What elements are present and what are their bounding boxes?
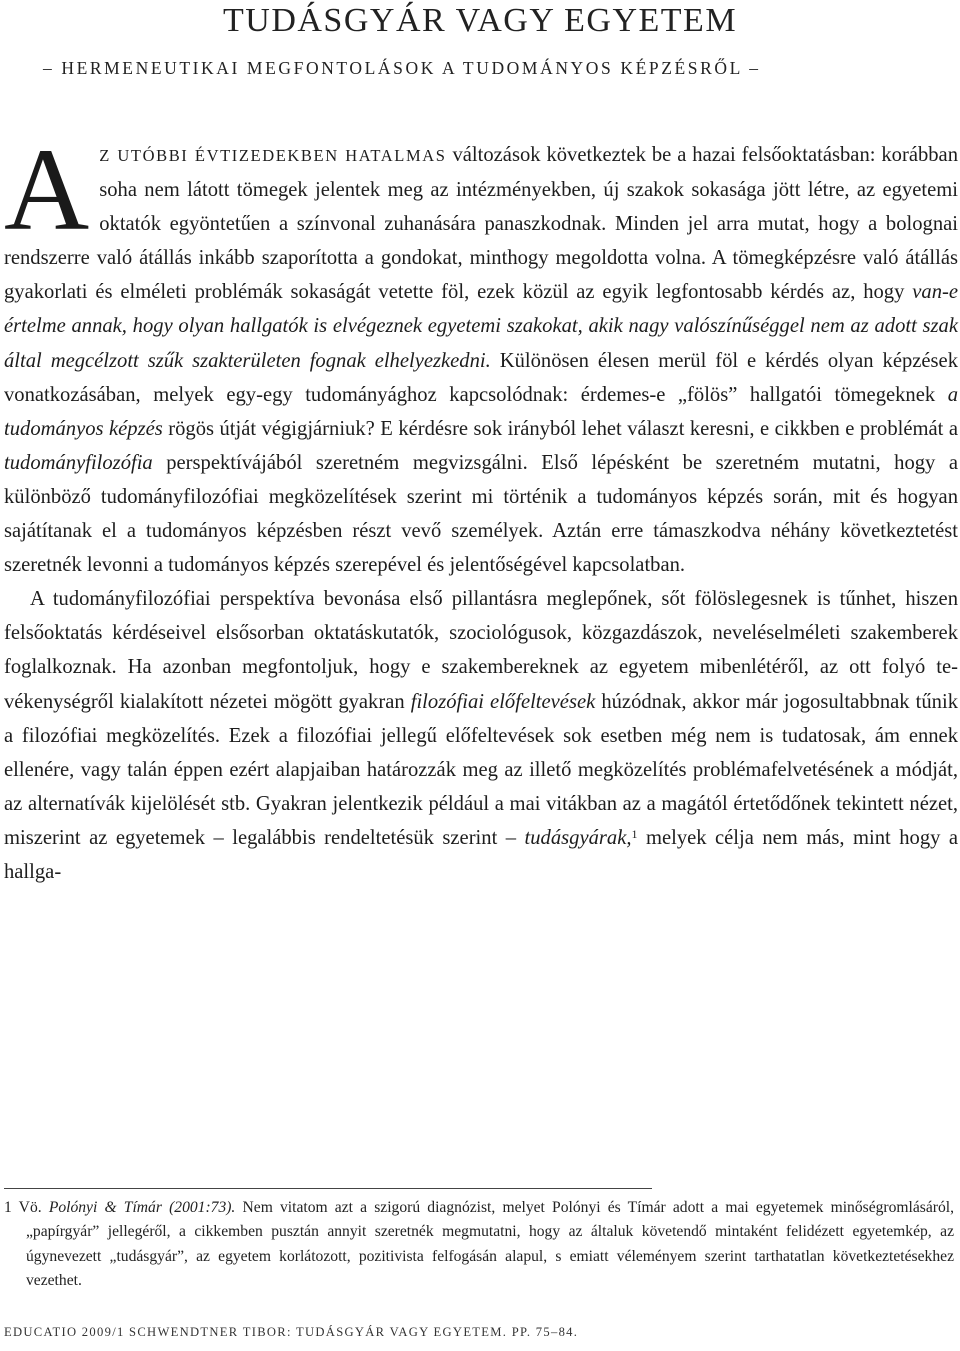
footnote-number: 1 Vö.	[4, 1199, 42, 1216]
footnote-citation: Polónyi & Tímár (2001:73).	[48, 1199, 236, 1216]
paragraph-text: rögös útját végigjárniuk? E kérdésre sok irányból lehet választ keresni, e cikkben e problémát a	[162, 417, 958, 440]
footnote-divider	[4, 1188, 652, 1189]
lead-in-smallcaps: Z UTÓBBI ÉVTIZEDEKBEN HATALMAS	[99, 146, 447, 165]
drop-cap: A	[4, 124, 90, 255]
paragraph-text: perspektívájából szeretném megvizsgálni. Első lépésként be szeretném mutatni, hogy a különböző tudományfilozófiai megközelítések szerint mi történik a tudományos képzés során, mit és hogyan sajátítanak el a tudományos képzésben részt vevő személyek. Aztán erre támaszkodva néhány következtetést szeretnék levonni a tudományos képzés szerepével és jelentőségével kapcsolatban.	[4, 451, 958, 577]
footnote	[4, 1196, 954, 1294]
footnote-1	[4, 1196, 954, 1294]
paragraph-text: Különösen élesen merül föl e kérdés olyan képzések vonatkozásában, melyek egy-egy tudományághoz kapcsolódnak: érdemes-e „fölös” hallgatói tömegeknek	[4, 349, 958, 406]
footnote-text: Nem vitatom azt a szigorú diagnózist, melyet Polónyi és Tímár adott a mai egyetemek minőségromlásáról, „papírgyár” jellegéről, a cikkemben pusztán annyit szeretnék megmutatni, hogy az általuk követendő mintaként felidézett egyetemkép, az úgynevezett „tudásgyár”, az egyetem korlátozott, pozitivista felfogásán alapul, s emiatt véleményem szerint tarthatatlan következtetésekhez vezethet.	[26, 1199, 955, 1290]
italic-phrase: tudományfilozófia	[4, 451, 153, 474]
paragraph-1	[4, 124, 958, 582]
italic-phrase: filozófiai előfeltevések	[410, 690, 596, 713]
running-footer: EDUCATIO 2009/1 SCHWENDTNER TIBOR: TUDÁSGYÁR VAGY EGYETEM. PP. 75–84.	[4, 1325, 579, 1339]
paragraph-2	[4, 582, 958, 889]
article-body	[4, 124, 959, 889]
footnote-reference[interactable]: 1	[631, 826, 638, 841]
italic-phrase: a tudományos képzés	[4, 383, 958, 440]
italic-phrase: van-e értelme annak, hogy olyan hallgatók is elvégeznek egyetemi szakokat, akik nagy valószínűséggel nem az adott szak által megcélzott szűk szakterületen fognak elhelyezkedni.	[4, 281, 958, 372]
page-subtitle: – HERMENEUTIKAI MEGFONTOLÁSOK A TUDOMÁNYOS KÉPZÉSRŐL –	[43, 58, 761, 78]
paragraph-text: változások következtek be a hazai felsőoktatásban: korábban soha nem látott tömegek jelentek meg az intézményekben, új szakok sokasága jött létre, az egyetemi oktatók egyöntetűen a színvonal zuhanására panaszkodnak. Minden jel arra mutat, hogy a bolognai rendszerre való átállás inkább szaporította a gondokat, minthogy megoldotta volna. A tömegképzésre való átállás gyakorlati és elméleti problémák sokaságát vetette föl, ezek közül az egyik legfontosabb kérdés az, hogy	[4, 144, 958, 304]
italic-phrase: tudásgyárak,	[524, 826, 632, 849]
paragraph-text: A tudományfilozófiai perspektíva bevonása első pillantásra meglepőnek, sőt fölöslegesnek is tűnhet, hiszen felsőoktatás kérdéseivel elsősorban oktatáskutatók, szociológusok, közgazdászok, neveléselméleti szakemberek foglalkoznak. Ha azonban megfontoljuk, hogy e szakembereknek az egyetem mibenlétéről, az ott folyó tevékenységről kialakított nézetei mögött gyakran	[4, 588, 958, 713]
page-title: TUDÁSGYÁR VAGY EGYETEM	[223, 2, 738, 39]
paragraph-text: húzódnak, akkor már jogosultabbnak tűnik a filozófiai megközelítés. Ezek a filozófiai jellegű előfeltevések sok esetben még nem is tudatosak, ám ennek ellenére, vagy talán éppen ezért alapjaiban határozzák meg az illető megközelítés problémafelvetésének a módját, az alternatívák kijelölését stb. Gyakran jelentkezik például a mai vitákban az a magától értetődőnek tekintett nézet, miszerint az egyetemek – legalábbis rendeltetésük szerint –	[4, 690, 958, 849]
paragraph-text: melyek célja nem más, mint hogy a hallga-	[4, 826, 959, 883]
